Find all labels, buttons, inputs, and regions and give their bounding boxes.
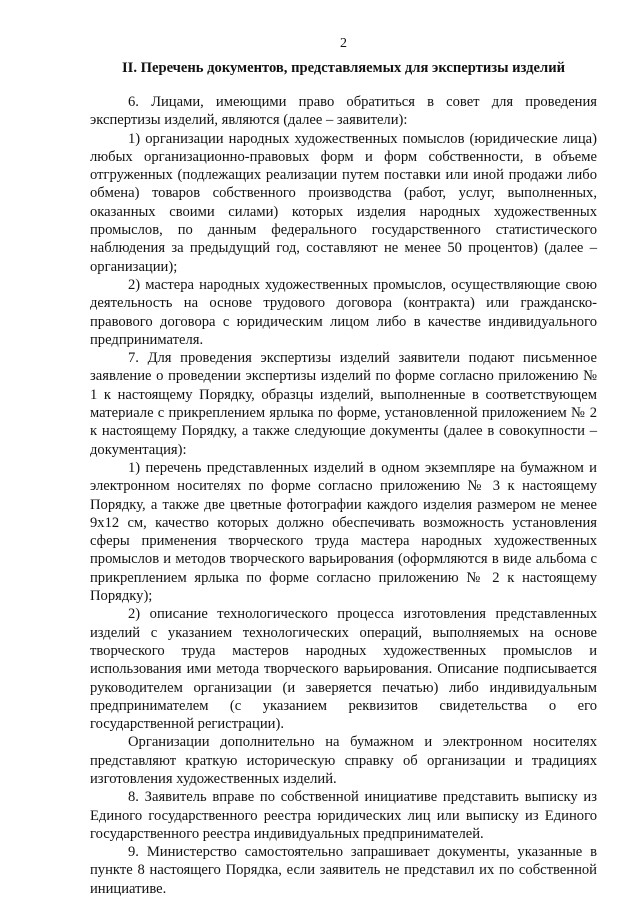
paragraph-7-item-2: 2) описание технологического процесса изготовления представленных изделий с указанием технологических операций, выполняемых на основе творческого труда мастеров народных художественных промыслов и использования ими метода творческого варьирования. Описание подписывается руководителем организации (и заверяется печатью) либо индивидуальным предпринимателем (с указанием реквизитов свидетельства о его государственной регистрации). — [90, 606, 597, 733]
paragraph-7: 7. Для проведения экспертизы изделий заявители подают письменное заявление о проведении экспертизы изделий по форме согласно приложению № 1 к настоящему Порядку, образцы изделий, выполненные в соответствующем материале с прикреплением ярлыка по форме, установленной приложением № 2 к настоящему Порядку, а также следующие документы (далее в совокупности – документация): — [90, 350, 597, 458]
paragraph-7-item-1: 1) перечень представленных изделий в одном экземпляре на бумажном и электронном носителях по форме согласно приложению № 3 к настоящему Порядку, а также две цветные фотографии каждого изделия размером не менее 9х12 см, качество которых должно обеспечивать возможность установления сферы применения творческого труда мастера народных художественных промыслов и методов творческого варьирования (оформляются в виде альбома с прикреплением ярлыка по форме согласно приложению № 2 к настоящему Порядку); — [90, 459, 597, 605]
paragraph-6-item-1: 1) организации народных художественных помыслов (юридические лица) любых организационно-правовых форм и форм собственности, в объеме отгруженных (подлежащих реализации путем поставки или иной продажи либо обмена) товаров собственного производства (работ, услуг, выполненных, оказанных своими силами) которых изделия народных художественных промыслов, по данным федерального государственного статистического наблюдения за предыдущий год, составляют не менее 50 процентов) (далее – организации); — [90, 130, 597, 275]
paragraph-8: 8. Заявитель вправе по собственной инициативе представить выписку из Единого государственного реестра юридических лиц или выписку из Единого государственного реестра индивидуальных предпринимателей. — [90, 789, 597, 842]
document-page — [90, 36, 597, 898]
paragraph-7-organizations: Организации дополнительно на бумажном и электронном носителях представляют краткую историческую справку об организации и традициях изготовления художественных изделий. — [90, 734, 597, 787]
paragraph-6: 6. Лицами, имеющими право обратиться в совет для проведения экспертизы изделий, являются (далее – заявители): — [90, 94, 597, 129]
section-title: II. Перечень документов, представляемых для экспертизы изделий — [121, 60, 566, 76]
paragraph-9: 9. Министерство самостоятельно запрашивает документы, указанные в пункте 8 настоящего Порядка, если заявитель не представил их по собственной инициативе. — [90, 844, 597, 897]
page-number: 2 — [340, 36, 347, 51]
paragraph-6-item-2: 2) мастера народных художественных промыслов, осуществляющие свою деятельность на основе трудового договора (контракта) или гражданско-правового договора с юридическим лицом либо в качестве индивидуального предпринимателя. — [90, 276, 597, 348]
